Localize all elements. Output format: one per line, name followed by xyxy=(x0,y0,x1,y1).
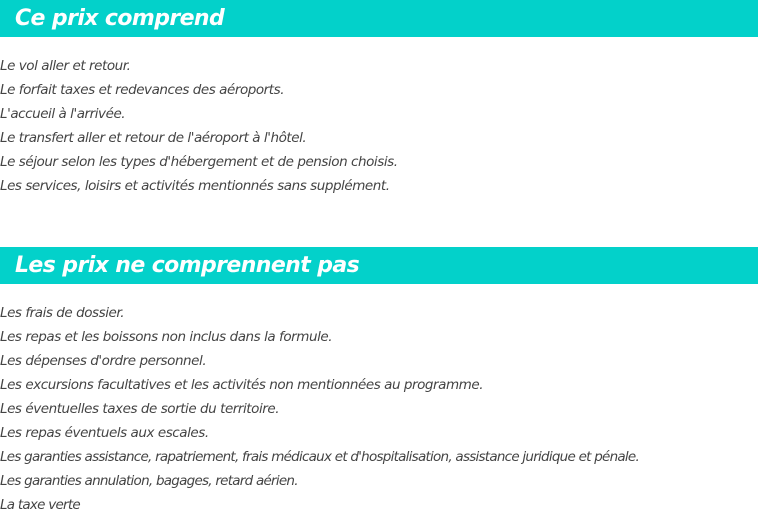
included-section-header xyxy=(0,0,758,37)
excluded-item: Les dépenses d'ordre personnel. xyxy=(0,353,207,369)
excluded-item: Les repas et les boissons non inclus dans la formule. xyxy=(0,329,333,345)
excluded-section-title: Les prix ne comprennent pas xyxy=(15,253,360,278)
included-section-title: Ce prix comprend xyxy=(15,6,225,31)
excluded-item: Les excursions facultatives et les activités non mentionnées au programme. xyxy=(0,377,484,393)
excluded-item: La taxe verte xyxy=(0,497,80,513)
excluded-item: Les garanties annulation, bagages, retard aérien. xyxy=(0,473,298,489)
included-item: L'accueil à l'arrivée. xyxy=(0,106,126,122)
excluded-section-header xyxy=(0,247,758,284)
excluded-item: Les éventuelles taxes de sortie du territoire. xyxy=(0,401,280,417)
included-item: Le transfert aller et retour de l'aéroport à l'hôtel. xyxy=(0,130,307,146)
included-item: Le forfait taxes et redevances des aéroports. xyxy=(0,82,285,98)
included-item: Le séjour selon les types d'hébergement et de pension choisis. xyxy=(0,154,398,170)
excluded-item: Les garanties assistance, rapatriement, frais médicaux et d'hospitalisation, assistance juridique et pénale. xyxy=(0,449,640,465)
included-item: Le vol aller et retour. xyxy=(0,58,131,74)
excluded-items-list xyxy=(0,301,639,517)
included-items-list xyxy=(0,54,398,198)
included-item: Les services, loisirs et activités mentionnés sans supplément. xyxy=(0,178,390,194)
excluded-item: Les repas éventuels aux escales. xyxy=(0,425,209,441)
excluded-item: Les frais de dossier. xyxy=(0,305,125,321)
